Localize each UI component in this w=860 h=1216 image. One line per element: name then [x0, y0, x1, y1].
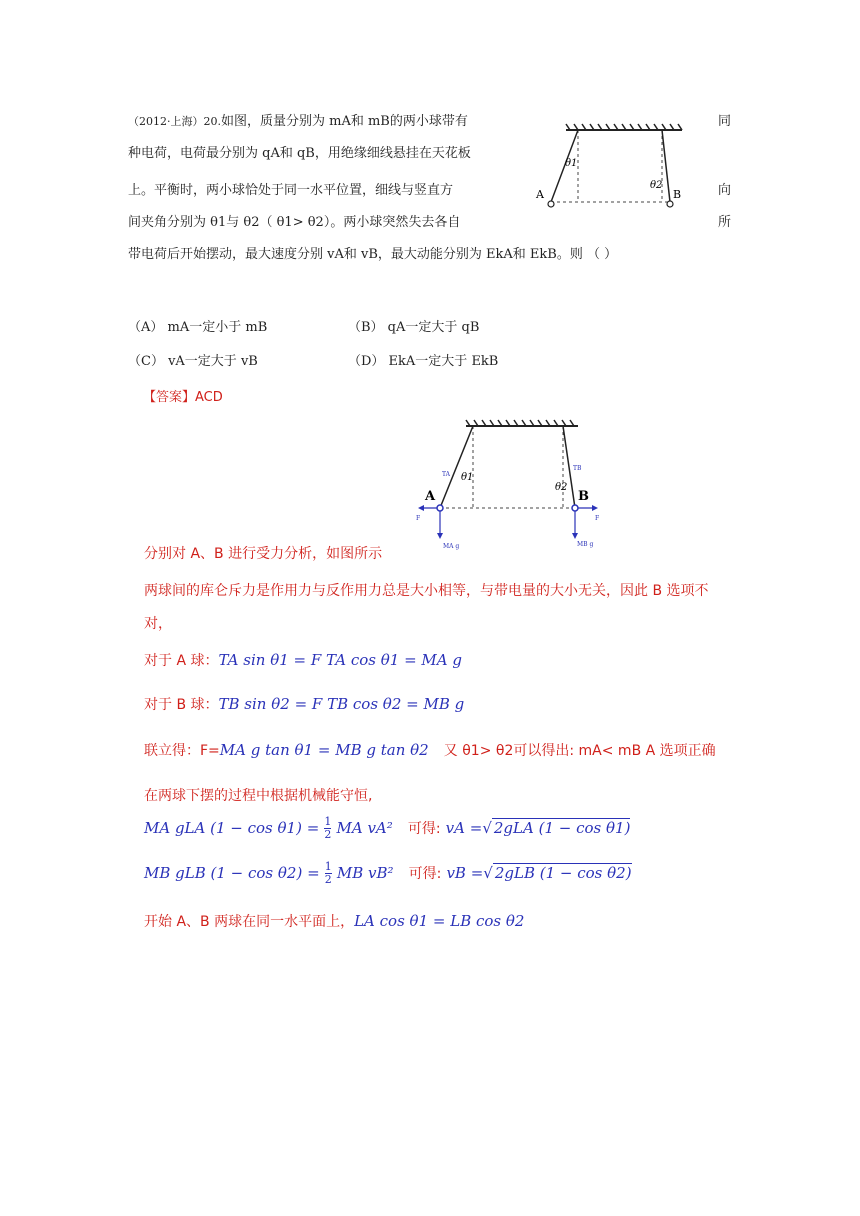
question-line-1-end: 同: [718, 114, 732, 129]
force-diagram: [408, 418, 608, 552]
force-f-left-label: F: [416, 515, 421, 522]
weight-a-label: MA g: [443, 543, 460, 550]
question-line-3: 上。平衡时，两小球恰处于同一水平位置，细线与竖直方: [128, 183, 454, 198]
question-line-5: 带电荷后开始摆动，最大速度分别 vA和 vB，最大动能分别为 EkA和 EkB。则 （ ）: [128, 247, 618, 262]
solution-line-2: 两球间的库仑斥力是作用力与反作用力总是大小相等，与带电量的大小无关，因此 B 选项不: [144, 583, 709, 599]
force-f-right-label: F: [595, 515, 600, 522]
question-line-1: （2012·上海）20.如图，质量分别为 mA和 mB的两小球带有: [128, 114, 468, 129]
equation-a: TA sin θ1 = F TA cos θ1 = MA g: [218, 651, 462, 669]
theta2-label: θ2: [650, 180, 663, 191]
question-line-4: 间夹角分别为 θ1与 θ2（ θ1> θ2）。两小球突然失去各自: [128, 215, 461, 230]
answer-label: 【答案】: [143, 390, 196, 405]
label-a-2: A: [425, 489, 436, 504]
equation-combined: MA g tan θ1 = MB g tan θ2: [219, 741, 429, 759]
answer: [143, 386, 223, 405]
tension-b-label: TB: [573, 465, 582, 472]
question-source: （2012·上海）20.: [128, 115, 221, 128]
label-b: B: [673, 188, 682, 201]
solution-line-10: 开始 A、B 两球在同一水平面上，LA cos θ1 = LB cos θ2: [144, 912, 525, 930]
solution-line-6: 联立得：F=MA g tan θ1 = MB g tan θ2 又 θ1> θ2可以得出: mA< mB A 选项正确: [144, 741, 716, 759]
option-a: （A） mA一定小于 mB: [128, 320, 268, 335]
solution-line-8: MA gLA (1 − cos θ1) = $\frac{1}{2}$ MA vA² 可得: vA =√ 2gLA (1 − cos θ1): [144, 815, 631, 841]
question-line-3-end: 向: [718, 183, 732, 198]
solution-line-9: MB gLB (1 − cos θ2) = $\frac{1}{2}$ MB vB² 可得: vB =√ 2gLB (1 − cos θ2): [144, 860, 632, 886]
pendulum-diagram: [536, 118, 690, 218]
answer-value: ACD: [195, 390, 223, 405]
tension-a-label: TA: [442, 471, 451, 478]
solution-line-3: 对，: [144, 616, 172, 632]
weight-b-label: MB g: [577, 541, 594, 548]
equation-lengths: LA cos θ1 = LB cos θ2: [354, 912, 525, 930]
solution-line-1: 分别对 A、B 进行受力分析，如图所示: [144, 546, 383, 562]
option-c: （C） vA一定大于 vB: [128, 354, 258, 369]
question-line-2: 种电荷，电荷最分别为 qA和 qB，用绝缘细线悬挂在天花板: [128, 146, 471, 161]
theta1-label-2: θ1: [461, 472, 474, 483]
option-b: （B） qA一定大于 qB: [348, 320, 480, 335]
option-d: （D） EkA一定大于 EkB: [348, 354, 499, 369]
solution-line-5: 对于 B 球：TB sin θ2 = F TB cos θ2 = MB g: [144, 695, 465, 713]
solution-line-4: 对于 A 球：TA sin θ1 = F TA cos θ1 = MA g: [144, 651, 462, 669]
theta1-label: θ1: [565, 158, 578, 169]
label-a: A: [536, 188, 544, 201]
equation-b: TB sin θ2 = F TB cos θ2 = MB g: [218, 695, 465, 713]
solution-line-7: 在两球下摆的过程中根据机械能守恒,: [144, 788, 373, 804]
question-line-4-end: 所: [718, 215, 732, 230]
label-b-2: B: [578, 489, 589, 504]
theta2-label-2: θ2: [555, 482, 568, 493]
